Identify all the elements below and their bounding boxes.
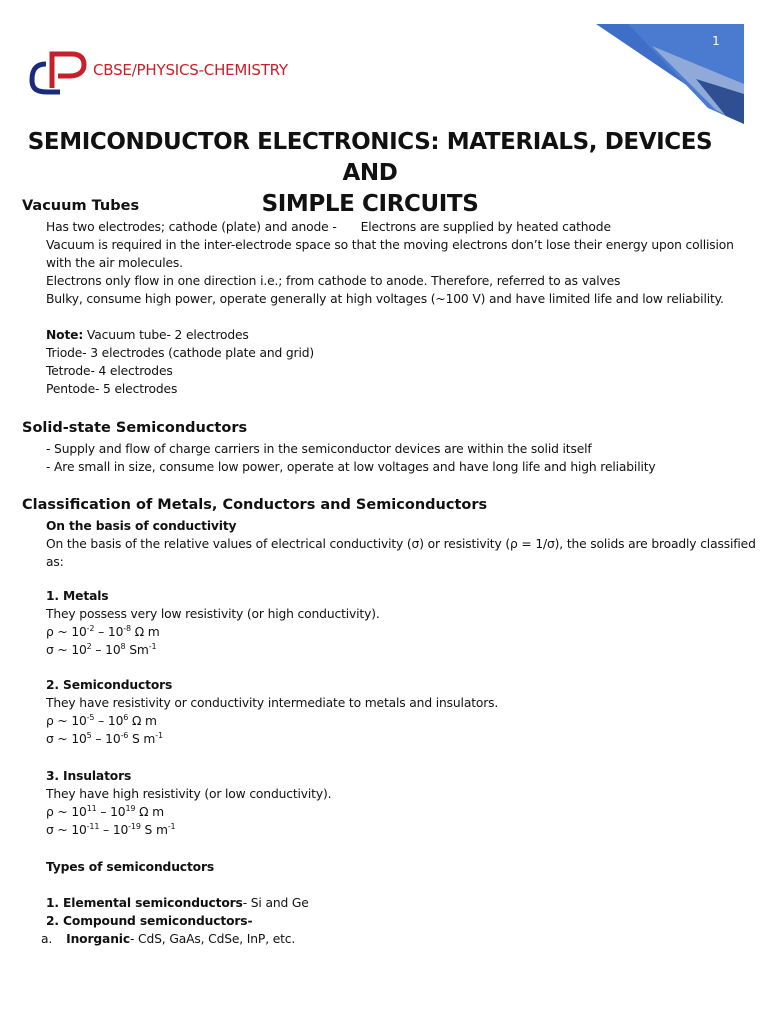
metals-title: 1. Metals	[46, 589, 109, 603]
metals-desc: They possess very low resistivity (or high conductivity).	[46, 607, 380, 621]
metals-sigma-unit: Sm	[125, 643, 149, 657]
metals-sigma	[46, 641, 156, 659]
title-line-2: SIMPLE CIRCUITS	[261, 191, 479, 217]
insulators-sigma	[46, 821, 176, 839]
metals-rho-mid: – 10	[94, 625, 124, 639]
insulators-rho-unit: Ω m	[135, 805, 164, 819]
note-label: Note:	[46, 328, 84, 342]
classification-intro-2: as:	[46, 555, 64, 569]
semis-sigma-unit-exp: -1	[155, 731, 163, 740]
solid-heading: Solid-state Semiconductors	[22, 420, 248, 436]
semis-sigma-mid: – 10	[91, 732, 121, 746]
semis-sigma-exp-1: 5	[86, 731, 92, 740]
metals-sigma-exp-1: 2	[86, 642, 92, 651]
semis-sigma-unit: S m	[128, 732, 156, 746]
insulators-rho-mid: – 10	[96, 805, 126, 819]
note-text: Vacuum tube- 2 electrodes	[83, 328, 249, 342]
pentode-line: Pentode- 5 electrodes	[46, 382, 178, 396]
semis-sigma	[46, 730, 163, 748]
classification-subheading: On the basis of conductivity	[46, 519, 237, 533]
logo-icon	[28, 50, 88, 96]
insulators-sigma-exp-2: -19	[128, 822, 141, 831]
solid-line-1: - Supply and flow of charge carriers in the semiconductor devices are within the solid itself	[46, 442, 592, 456]
metals-sigma-prefix: σ ~ 10	[46, 643, 87, 657]
semis-rho-prefix: ρ ~ 10	[46, 714, 87, 728]
semis-rho-mid: – 10	[94, 714, 124, 728]
type-2-line: 2. Compound semiconductors-	[46, 914, 253, 928]
vacuum-heading: Vacuum Tubes	[22, 198, 140, 214]
vacuum-line-3: with the air molecules.	[46, 256, 183, 270]
insulators-sigma-unit-exp: -1	[167, 822, 176, 831]
insulators-sigma-prefix: σ ~ 10	[46, 823, 87, 837]
vacuum-line-1a: Has two electrodes; cathode (plate) and anode -	[46, 220, 337, 234]
metals-rho-exp-1: -2	[86, 624, 95, 633]
metals-rho-unit: Ω m	[130, 625, 160, 639]
metals-rho-prefix: ρ ~ 10	[46, 625, 87, 639]
types-heading: Types of semiconductors	[46, 860, 215, 874]
metals-sigma-unit-exp: -1	[148, 642, 157, 651]
metals-rho	[46, 623, 160, 641]
sub-a-line	[41, 930, 295, 948]
insulators-sigma-exp-1: -11	[86, 822, 100, 831]
metals-sigma-exp-2: 8	[120, 642, 126, 651]
vacuum-line-4: Electrons only flow in one direction i.e.; from cathode to anode. Therefore, referred to as valves	[46, 274, 621, 288]
title-line-1: SEMICONDUCTOR ELECTRONICS: MATERIALS, DEVICES AND	[27, 129, 713, 186]
insulators-sigma-mid: – 10	[99, 823, 129, 837]
metals-sigma-mid: – 10	[91, 643, 121, 657]
insulators-rho-exp-1: 11	[86, 804, 97, 813]
semis-rho-exp-1: -5	[86, 713, 95, 722]
type-1-line	[46, 894, 309, 912]
insulators-rho	[46, 803, 164, 821]
semis-sigma-exp-2: -6	[120, 731, 129, 740]
vacuum-line-1	[46, 218, 611, 236]
semis-rho	[46, 712, 157, 730]
vacuum-line-1b: Electrons are supplied by heated cathode	[360, 220, 611, 234]
sub-a-marker: a.	[41, 932, 53, 946]
insulators-title: 3. Insulators	[46, 769, 132, 783]
note-line	[46, 326, 249, 344]
page-number: 1	[712, 34, 720, 48]
semis-sigma-prefix: σ ~ 10	[46, 732, 87, 746]
tetrode-line: Tetrode- 4 electrodes	[46, 364, 173, 378]
insulators-rho-prefix: ρ ~ 10	[46, 805, 87, 819]
brand-name: CBSE/PHYSICS-CHEMISTRY	[93, 61, 288, 79]
semis-title: 2. Semiconductors	[46, 678, 173, 692]
insulators-desc: They have high resistivity (or low conductivity).	[46, 787, 332, 801]
triode-line: Triode- 3 electrodes (cathode plate and grid)	[46, 346, 315, 360]
classification-intro-1: On the basis of the relative values of electrical conductivity (σ) or resistivity (ρ = 1/σ), the solids are broadly classified	[46, 537, 756, 551]
sub-a-label: Inorganic	[66, 932, 131, 946]
insulators-rho-exp-2: 19	[125, 804, 136, 813]
solid-line-2: - Are small in size, consume low power, operate at low voltages and have long life and high reliability	[46, 460, 656, 474]
semis-rho-unit: Ω m	[128, 714, 157, 728]
semis-desc: They have resistivity or conductivity intermediate to metals and insulators.	[46, 696, 499, 710]
classification-heading: Classification of Metals, Conductors and Semiconductors	[22, 497, 488, 513]
type-1-label: 1. Elemental semiconductors	[46, 896, 243, 910]
vacuum-line-2: Vacuum is required in the inter-electrode space so that the moving electrons don’t lose their energy upon collision	[46, 238, 734, 252]
metals-rho-exp-2: -8	[123, 624, 131, 633]
insulators-sigma-unit: S m	[140, 823, 168, 837]
vacuum-line-5: Bulky, consume high power, operate generally at high voltages (~100 V) and have limited life and low reliability.	[46, 292, 724, 306]
sub-a-text: - CdS, GaAs, CdSe, InP, etc.	[130, 932, 296, 946]
semis-rho-exp-2: 6	[123, 713, 129, 722]
type-1-text: - Si and Ge	[242, 896, 309, 910]
